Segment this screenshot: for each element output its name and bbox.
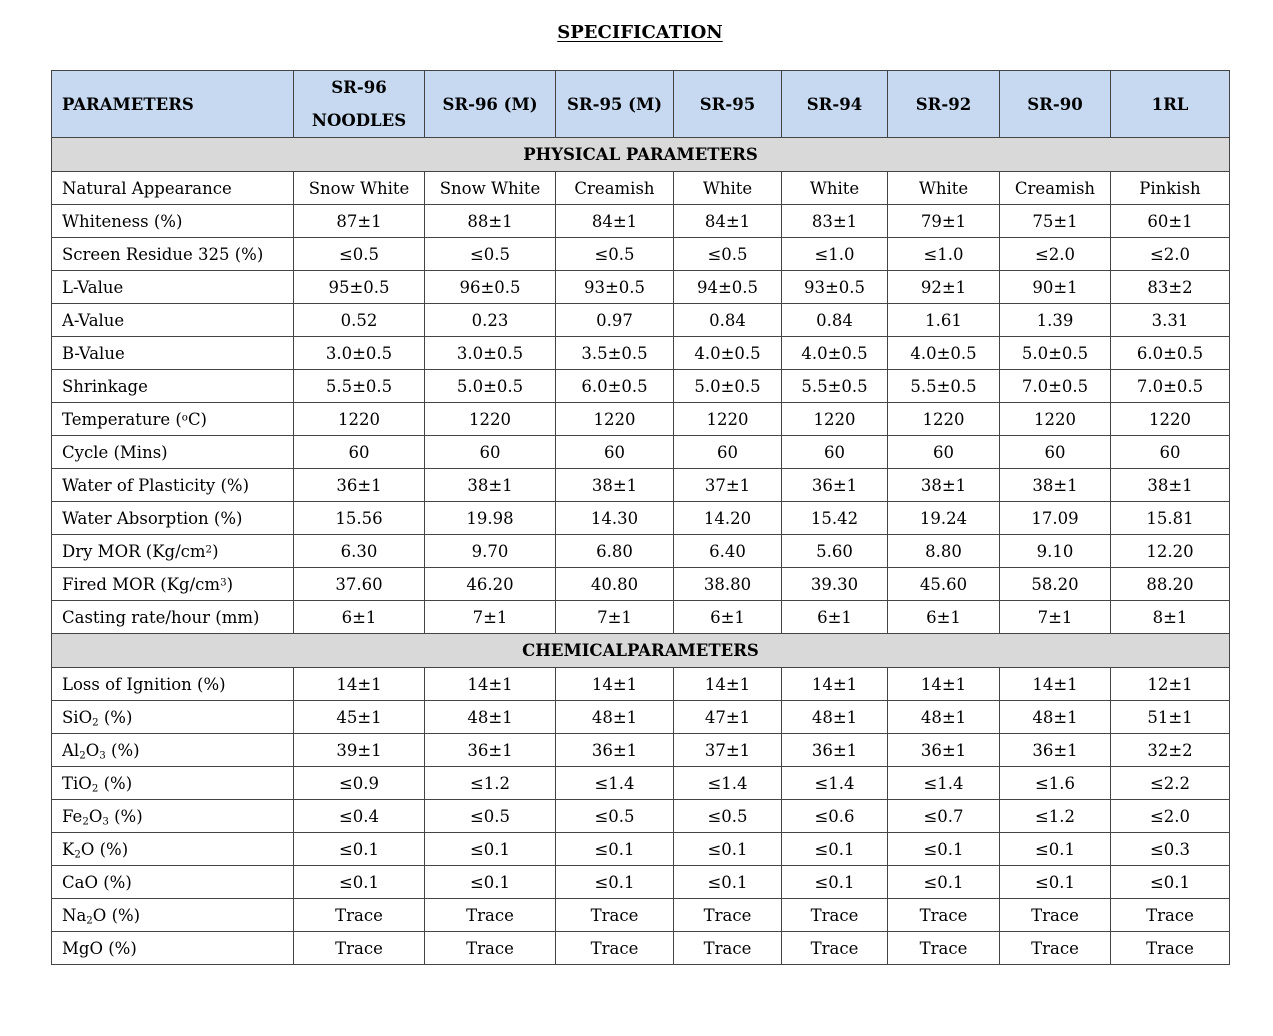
value-cell: ≤1.0	[888, 238, 1000, 271]
value-cell: 4.0±0.5	[782, 337, 888, 370]
value-cell: 40.80	[556, 568, 674, 601]
table-row	[52, 205, 1230, 238]
value-cell: 19.24	[888, 502, 1000, 535]
value-cell: 1.39	[1000, 304, 1111, 337]
value-cell: ≤1.6	[1000, 767, 1111, 800]
value-cell: 14.30	[556, 502, 674, 535]
label-text: MgO (%)	[62, 938, 137, 958]
value-cell: ≤0.5	[294, 238, 425, 271]
value-cell: 94±0.5	[674, 271, 782, 304]
value-cell: ≤0.1	[782, 866, 888, 899]
parameter-label	[52, 932, 294, 965]
value-cell: 60	[888, 436, 1000, 469]
value-cell: ≤1.4	[888, 767, 1000, 800]
value-cell: ≤0.1	[425, 866, 556, 899]
value-cell: Trace	[294, 932, 425, 965]
value-cell: ≤0.5	[556, 800, 674, 833]
value-cell: 60	[782, 436, 888, 469]
label-text: K	[62, 839, 75, 859]
section-header-row	[52, 634, 1230, 668]
value-cell: 3.31	[1111, 304, 1230, 337]
label-text: L-Value	[62, 277, 124, 297]
table-row	[52, 238, 1230, 271]
value-cell: 48±1	[556, 701, 674, 734]
value-cell: 36±1	[782, 469, 888, 502]
parameter-label	[52, 469, 294, 502]
label-subscript: 2	[91, 783, 99, 795]
value-cell: Trace	[1000, 899, 1111, 932]
label-text: Na	[62, 905, 87, 925]
value-cell: 38±1	[425, 469, 556, 502]
table-row	[52, 535, 1230, 568]
value-cell: ≤1.4	[674, 767, 782, 800]
value-cell: 88.20	[1111, 568, 1230, 601]
value-cell: 6.80	[556, 535, 674, 568]
value-cell: Trace	[556, 899, 674, 932]
value-cell: 0.84	[782, 304, 888, 337]
value-cell: 6.40	[674, 535, 782, 568]
label-text: TiO	[62, 773, 92, 793]
value-cell: 38±1	[1111, 469, 1230, 502]
table-row	[52, 403, 1230, 436]
value-cell: 3.0±0.5	[425, 337, 556, 370]
value-cell: White	[674, 172, 782, 205]
label-text: Fired MOR (Kg/cm	[62, 574, 221, 594]
value-cell: 5.5±0.5	[888, 370, 1000, 403]
parameter-label	[52, 833, 294, 866]
value-cell: ≤0.3	[1111, 833, 1230, 866]
table-row	[52, 932, 1230, 965]
label-subscript: 2	[86, 915, 93, 927]
value-cell: 37.60	[294, 568, 425, 601]
parameter-label	[52, 601, 294, 634]
value-cell: 60	[674, 436, 782, 469]
table-row	[52, 668, 1230, 701]
label-text: (%)	[98, 773, 133, 793]
value-cell: 1220	[294, 403, 425, 436]
value-cell: Trace	[425, 932, 556, 965]
value-cell: Trace	[782, 932, 888, 965]
label-text: Whiteness (%)	[62, 211, 183, 231]
value-cell: 0.84	[674, 304, 782, 337]
table-row	[52, 866, 1230, 899]
value-cell: 39.30	[782, 568, 888, 601]
section-title: PHYSICAL PARAMETERS	[52, 138, 1230, 172]
value-cell: ≤0.5	[556, 238, 674, 271]
value-cell: 5.0±0.5	[674, 370, 782, 403]
parameter-label	[52, 899, 294, 932]
value-cell: ≤0.5	[425, 238, 556, 271]
table-row	[52, 800, 1230, 833]
parameter-label	[52, 370, 294, 403]
value-cell: 84±1	[674, 205, 782, 238]
value-cell: 7±1	[425, 601, 556, 634]
label-text: B-Value	[62, 343, 125, 363]
value-cell: Trace	[425, 899, 556, 932]
column-header-sr96-m: SR-96 (M)	[425, 71, 556, 138]
label-subscript: 2	[92, 717, 99, 729]
value-cell: ≤2.2	[1111, 767, 1230, 800]
value-cell: Pinkish	[1111, 172, 1230, 205]
label-text: Cycle (Mins)	[62, 442, 168, 462]
value-cell: 60	[425, 436, 556, 469]
value-cell: 5.0±0.5	[1000, 337, 1111, 370]
value-cell: 14±1	[1000, 668, 1111, 701]
parameter-label	[52, 238, 294, 271]
column-header-sr95-m: SR-95 (M)	[556, 71, 674, 138]
label-text: Water of Plasticity (%)	[62, 475, 250, 495]
label-superscript: 2	[205, 543, 213, 555]
value-cell: Trace	[556, 932, 674, 965]
value-cell: 7±1	[1000, 601, 1111, 634]
label-subscript: 3	[99, 750, 106, 762]
value-cell: 14±1	[425, 668, 556, 701]
column-header-sr96-noodles: SR-96 NOODLES	[294, 71, 425, 138]
value-cell: 38.80	[674, 568, 782, 601]
value-cell: 12.20	[1111, 535, 1230, 568]
value-cell: 0.97	[556, 304, 674, 337]
value-cell: 4.0±0.5	[888, 337, 1000, 370]
label-text: )	[226, 574, 234, 594]
value-cell: Trace	[1000, 932, 1111, 965]
value-cell: ≤0.5	[674, 238, 782, 271]
value-cell: 60±1	[1111, 205, 1230, 238]
value-cell: 14±1	[294, 668, 425, 701]
section-title: CHEMICALPARAMETERS	[52, 634, 1230, 668]
value-cell: Trace	[888, 932, 1000, 965]
value-cell: 15.81	[1111, 502, 1230, 535]
table-row	[52, 337, 1230, 370]
label-text: Loss of Ignition (%)	[62, 674, 226, 694]
value-cell: 7±1	[556, 601, 674, 634]
value-cell: 38±1	[888, 469, 1000, 502]
label-subscript: 2	[82, 816, 89, 828]
value-cell: ≤0.1	[888, 866, 1000, 899]
value-cell: ≤0.1	[1000, 866, 1111, 899]
value-cell: ≤0.1	[888, 833, 1000, 866]
value-cell: 84±1	[556, 205, 674, 238]
value-cell: 6±1	[294, 601, 425, 634]
label-text: Dry MOR (Kg/cm	[62, 541, 206, 561]
value-cell: 1220	[1000, 403, 1111, 436]
value-cell: 3.5±0.5	[556, 337, 674, 370]
value-cell: 93±0.5	[782, 271, 888, 304]
label-subscript: 3	[102, 816, 109, 828]
label-text: CaO (%)	[62, 872, 132, 892]
table-row	[52, 469, 1230, 502]
value-cell: 14±1	[888, 668, 1000, 701]
value-cell: 14±1	[674, 668, 782, 701]
table-row	[52, 436, 1230, 469]
parameter-label	[52, 568, 294, 601]
parameter-label	[52, 403, 294, 436]
value-cell: 14±1	[782, 668, 888, 701]
value-cell: 7.0±0.5	[1111, 370, 1230, 403]
value-cell: 6±1	[888, 601, 1000, 634]
value-cell: ≤2.0	[1111, 238, 1230, 271]
value-cell: 1220	[425, 403, 556, 436]
label-text: (%)	[98, 707, 133, 727]
value-cell: 39±1	[294, 734, 425, 767]
value-cell: 4.0±0.5	[674, 337, 782, 370]
value-cell: 36±1	[1000, 734, 1111, 767]
value-cell: 79±1	[888, 205, 1000, 238]
value-cell: 92±1	[888, 271, 1000, 304]
column-header-1rl: 1RL	[1111, 71, 1230, 138]
value-cell: ≤0.1	[1111, 866, 1230, 899]
value-cell: 9.70	[425, 535, 556, 568]
value-cell: 90±1	[1000, 271, 1111, 304]
value-cell: 48±1	[888, 701, 1000, 734]
value-cell: 14±1	[556, 668, 674, 701]
value-cell: 96±0.5	[425, 271, 556, 304]
table-row	[52, 701, 1230, 734]
parameter-label	[52, 172, 294, 205]
label-text: O (%)	[92, 905, 141, 925]
value-cell: 88±1	[425, 205, 556, 238]
label-text: O	[85, 740, 100, 760]
value-cell: 95±0.5	[294, 271, 425, 304]
value-cell: 15.42	[782, 502, 888, 535]
parameter-label	[52, 271, 294, 304]
value-cell: 38±1	[556, 469, 674, 502]
table-row	[52, 370, 1230, 403]
table-row	[52, 568, 1230, 601]
value-cell: 1220	[674, 403, 782, 436]
value-cell: 6.0±0.5	[1111, 337, 1230, 370]
value-cell: Snow White	[294, 172, 425, 205]
label-text: O (%)	[80, 839, 129, 859]
parameter-label	[52, 502, 294, 535]
value-cell: ≤0.1	[556, 833, 674, 866]
parameter-label	[52, 734, 294, 767]
value-cell: ≤0.1	[556, 866, 674, 899]
value-cell: 60	[294, 436, 425, 469]
value-cell: 32±2	[1111, 734, 1230, 767]
value-cell: Trace	[674, 932, 782, 965]
value-cell: ≤0.9	[294, 767, 425, 800]
value-cell: Trace	[1111, 899, 1230, 932]
value-cell: 5.5±0.5	[294, 370, 425, 403]
value-cell: 17.09	[1000, 502, 1111, 535]
table-row	[52, 172, 1230, 205]
value-cell: ≤1.0	[782, 238, 888, 271]
label-text: Natural Appearance	[62, 178, 232, 198]
value-cell: 6.0±0.5	[556, 370, 674, 403]
value-cell: ≤0.7	[888, 800, 1000, 833]
value-cell: 37±1	[674, 734, 782, 767]
parameter-label	[52, 205, 294, 238]
value-cell: 48±1	[782, 701, 888, 734]
value-cell: ≤0.1	[782, 833, 888, 866]
value-cell: 47±1	[674, 701, 782, 734]
label-text: SiO	[62, 707, 93, 727]
value-cell: 1220	[556, 403, 674, 436]
value-cell: ≤0.1	[294, 866, 425, 899]
value-cell: 8.80	[888, 535, 1000, 568]
value-cell: 14.20	[674, 502, 782, 535]
value-cell: 6.30	[294, 535, 425, 568]
table-row	[52, 767, 1230, 800]
parameter-label	[52, 701, 294, 734]
label-superscript: o	[181, 411, 188, 423]
value-cell: 58.20	[1000, 568, 1111, 601]
value-cell: 45±1	[294, 701, 425, 734]
table-row	[52, 502, 1230, 535]
specification-table	[51, 70, 1230, 965]
value-cell: ≤0.1	[1000, 833, 1111, 866]
value-cell: 5.0±0.5	[425, 370, 556, 403]
parameter-label	[52, 337, 294, 370]
parameter-label	[52, 535, 294, 568]
table-row	[52, 271, 1230, 304]
label-superscript: 3	[220, 576, 227, 588]
value-cell: 6±1	[782, 601, 888, 634]
value-cell: 9.10	[1000, 535, 1111, 568]
value-cell: Trace	[888, 899, 1000, 932]
value-cell: 8±1	[1111, 601, 1230, 634]
table-row	[52, 601, 1230, 634]
parameter-label	[52, 304, 294, 337]
value-cell: 48±1	[1000, 701, 1111, 734]
value-cell: 60	[1111, 436, 1230, 469]
label-text: )	[212, 541, 219, 561]
value-cell: 0.23	[425, 304, 556, 337]
value-cell: 48±1	[425, 701, 556, 734]
value-cell: 83±2	[1111, 271, 1230, 304]
value-cell: 45.60	[888, 568, 1000, 601]
value-cell: 36±1	[888, 734, 1000, 767]
label-text: O	[88, 806, 103, 826]
label-text: Shrinkage	[62, 376, 148, 396]
value-cell: 19.98	[425, 502, 556, 535]
value-cell: ≤0.4	[294, 800, 425, 833]
value-cell: 36±1	[294, 469, 425, 502]
value-cell: 38±1	[1000, 469, 1111, 502]
value-cell: 36±1	[425, 734, 556, 767]
label-text: Casting rate/hour (mm)	[62, 607, 260, 627]
label-text: (%)	[108, 806, 143, 826]
value-cell: 36±1	[556, 734, 674, 767]
value-cell: Snow White	[425, 172, 556, 205]
value-cell: 75±1	[1000, 205, 1111, 238]
value-cell: ≤0.1	[674, 833, 782, 866]
column-header-parameters: PARAMETERS	[52, 71, 294, 138]
value-cell: ≤0.6	[782, 800, 888, 833]
value-cell: ≤0.1	[674, 866, 782, 899]
value-cell: 7.0±0.5	[1000, 370, 1111, 403]
value-cell: Trace	[1111, 932, 1230, 965]
value-cell: Trace	[294, 899, 425, 932]
value-cell: 5.5±0.5	[782, 370, 888, 403]
label-text: Temperature (	[62, 409, 182, 429]
value-cell: Trace	[782, 899, 888, 932]
value-cell: 46.20	[425, 568, 556, 601]
value-cell: 93±0.5	[556, 271, 674, 304]
value-cell: White	[782, 172, 888, 205]
label-text: A-Value	[62, 310, 125, 330]
value-cell: 15.56	[294, 502, 425, 535]
value-cell: 51±1	[1111, 701, 1230, 734]
value-cell: Creamish	[1000, 172, 1111, 205]
label-subscript: 2	[79, 750, 86, 762]
value-cell: Creamish	[556, 172, 674, 205]
column-header-sr94: SR-94	[782, 71, 888, 138]
value-cell: 60	[1000, 436, 1111, 469]
value-cell: ≤2.0	[1111, 800, 1230, 833]
value-cell: ≤2.0	[1000, 238, 1111, 271]
table-row	[52, 833, 1230, 866]
value-cell: 12±1	[1111, 668, 1230, 701]
column-header-sr92: SR-92	[888, 71, 1000, 138]
label-text: Screen Residue 325 (%)	[62, 244, 264, 264]
section-header-row	[52, 138, 1230, 172]
value-cell: White	[888, 172, 1000, 205]
parameter-label	[52, 800, 294, 833]
value-cell: 0.52	[294, 304, 425, 337]
table-row	[52, 734, 1230, 767]
value-cell: 5.60	[782, 535, 888, 568]
value-cell: ≤0.1	[294, 833, 425, 866]
value-cell: 1220	[888, 403, 1000, 436]
document-title: SPECIFICATION	[557, 22, 723, 43]
value-cell: 3.0±0.5	[294, 337, 425, 370]
table-row	[52, 899, 1230, 932]
value-cell: Trace	[674, 899, 782, 932]
label-text: Al	[62, 740, 80, 760]
value-cell: 6±1	[674, 601, 782, 634]
table-row	[52, 304, 1230, 337]
label-text: C)	[187, 409, 207, 429]
label-text: (%)	[105, 740, 140, 760]
value-cell: 83±1	[782, 205, 888, 238]
label-text: Water Absorption (%)	[62, 508, 243, 528]
parameter-label	[52, 866, 294, 899]
value-cell: ≤1.2	[425, 767, 556, 800]
value-cell: ≤0.1	[425, 833, 556, 866]
value-cell: 87±1	[294, 205, 425, 238]
value-cell: ≤1.4	[556, 767, 674, 800]
parameter-label	[52, 436, 294, 469]
column-header-sr95: SR-95	[674, 71, 782, 138]
column-header-sr90: SR-90	[1000, 71, 1111, 138]
value-cell: 37±1	[674, 469, 782, 502]
value-cell: ≤0.5	[674, 800, 782, 833]
label-text: Fe	[62, 806, 83, 826]
value-cell: ≤1.2	[1000, 800, 1111, 833]
value-cell: 1220	[782, 403, 888, 436]
value-cell: ≤0.5	[425, 800, 556, 833]
value-cell: 1220	[1111, 403, 1230, 436]
parameter-label	[52, 767, 294, 800]
value-cell: 1.61	[888, 304, 1000, 337]
value-cell: ≤1.4	[782, 767, 888, 800]
header-row	[52, 71, 1230, 138]
value-cell: 36±1	[782, 734, 888, 767]
value-cell: 60	[556, 436, 674, 469]
parameter-label	[52, 668, 294, 701]
table-body	[52, 138, 1230, 965]
label-subscript: 2	[74, 849, 81, 861]
